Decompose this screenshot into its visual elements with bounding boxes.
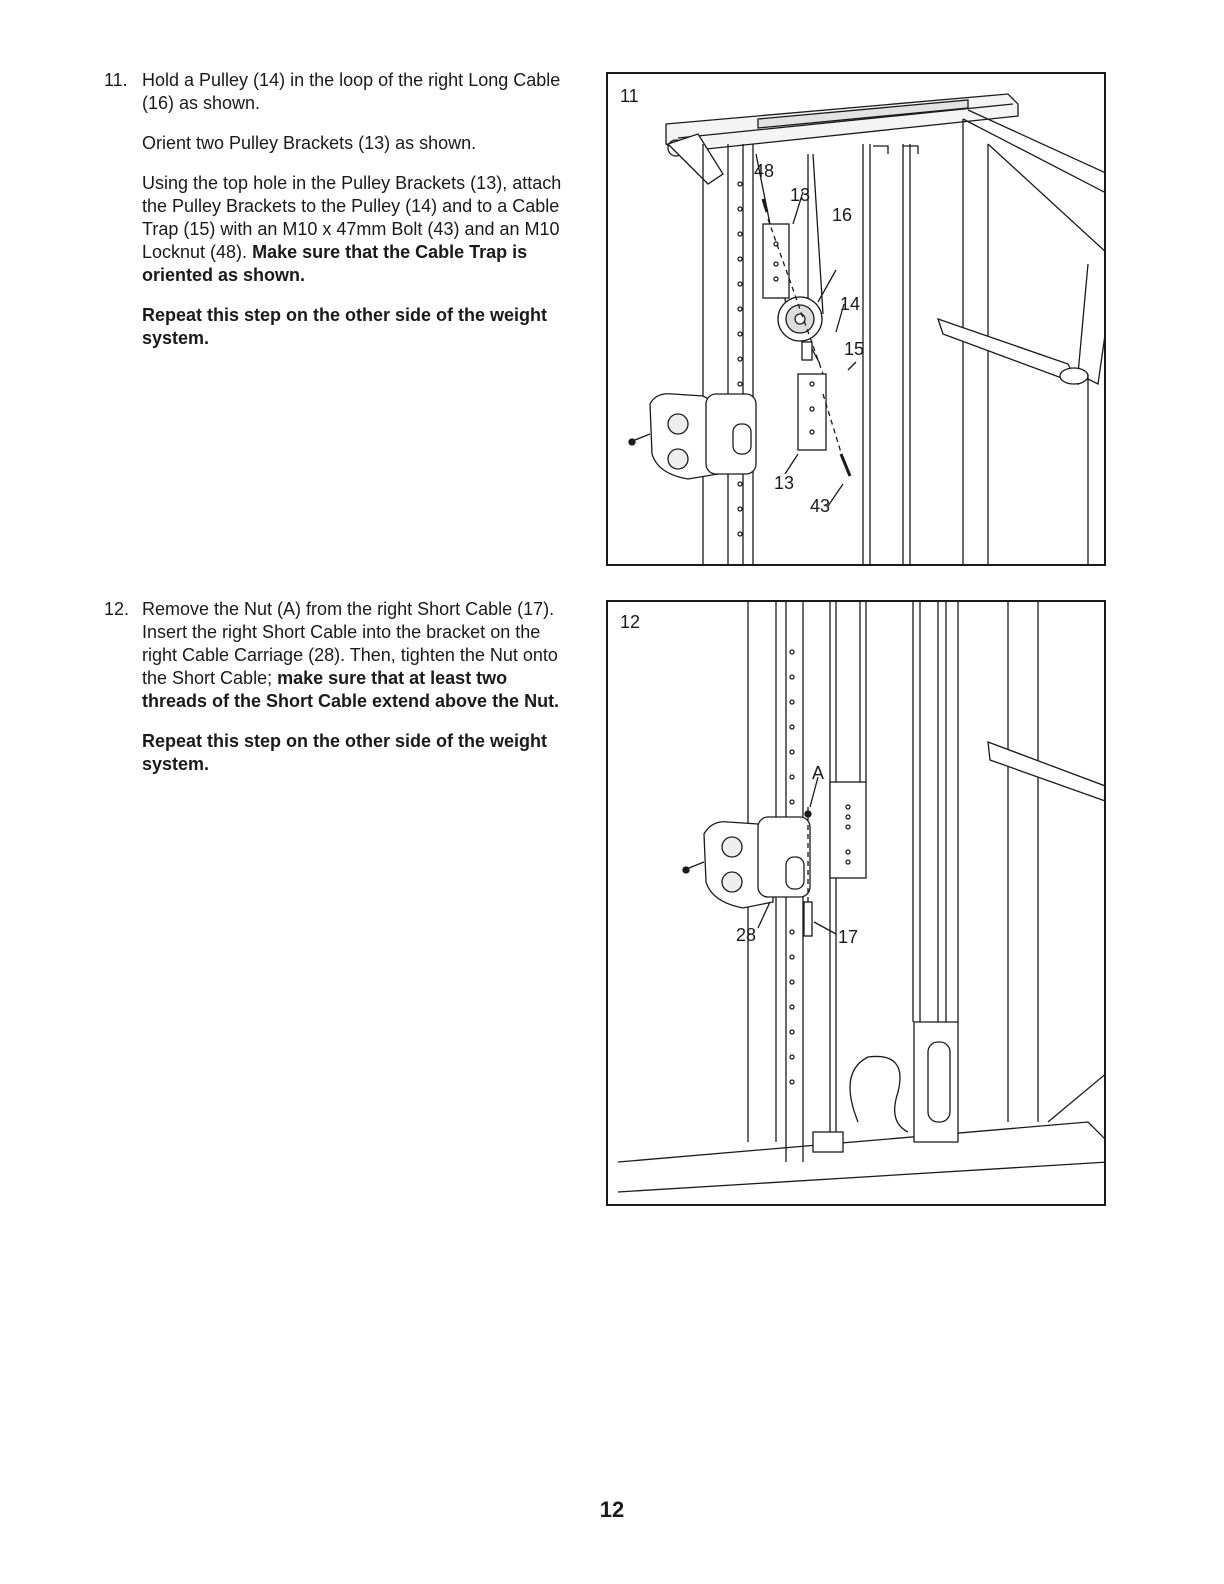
callout-16: 16 [832, 205, 853, 225]
step-number: 11. [104, 70, 128, 90]
step-text-normal: Remove the Nut (A) from the right Short Cable (17). Insert the right Short Cable into the bracket on the right Cable Carriage (28). Then, tighten the Nut onto the Short Cable; [142, 599, 558, 688]
step-text-normal: Using the top hole in the Pulley Brackets (13), attach the Pulley Brackets to the Pulley (14) and to a Cable Trap (15) with an M10 x 47mm Bolt (43) and an M10 Locknut (48). [142, 173, 562, 262]
figure-number: 12 [620, 612, 641, 632]
callout-13: 13 [790, 185, 811, 205]
callout-48: 48 [754, 161, 775, 181]
step-number: 12. [104, 599, 130, 619]
figure-11 [606, 72, 1106, 566]
callout-13: 13 [774, 473, 795, 493]
figure-11-illustration [608, 74, 1106, 566]
callout-14: 14 [840, 294, 861, 314]
figure-12 [606, 600, 1106, 1206]
step-text [142, 598, 574, 713]
step-11 [104, 69, 574, 367]
repeat-note-text: Repeat this step on the other side of the weight system. [142, 305, 548, 348]
repeat-note [142, 730, 574, 776]
step-text-bold: Make sure that the Cable Trap is oriented as shown. [142, 242, 528, 285]
repeat-note-text: Repeat this step on the other side of the weight system. [142, 731, 548, 774]
repeat-note [142, 304, 574, 350]
page-number: 12 [599, 1497, 625, 1522]
step-text-bold: make sure that at least two threads of the Short Cable extend above the Nut. [142, 668, 560, 711]
callout-15: 15 [844, 339, 865, 359]
step-text: Hold a Pulley (14) in the loop of the right Long Cable (16) as shown. [142, 70, 561, 113]
step-12 [104, 598, 574, 793]
callout-28: 28 [736, 925, 757, 945]
step-text [142, 172, 574, 287]
figure-number: 11 [620, 86, 639, 106]
callout-43: 43 [810, 496, 831, 516]
figure-12-illustration [608, 602, 1106, 1206]
callout-17: 17 [838, 927, 859, 947]
callout-A: A [812, 763, 825, 783]
step-text: Orient two Pulley Brackets (13) as shown. [142, 133, 477, 153]
